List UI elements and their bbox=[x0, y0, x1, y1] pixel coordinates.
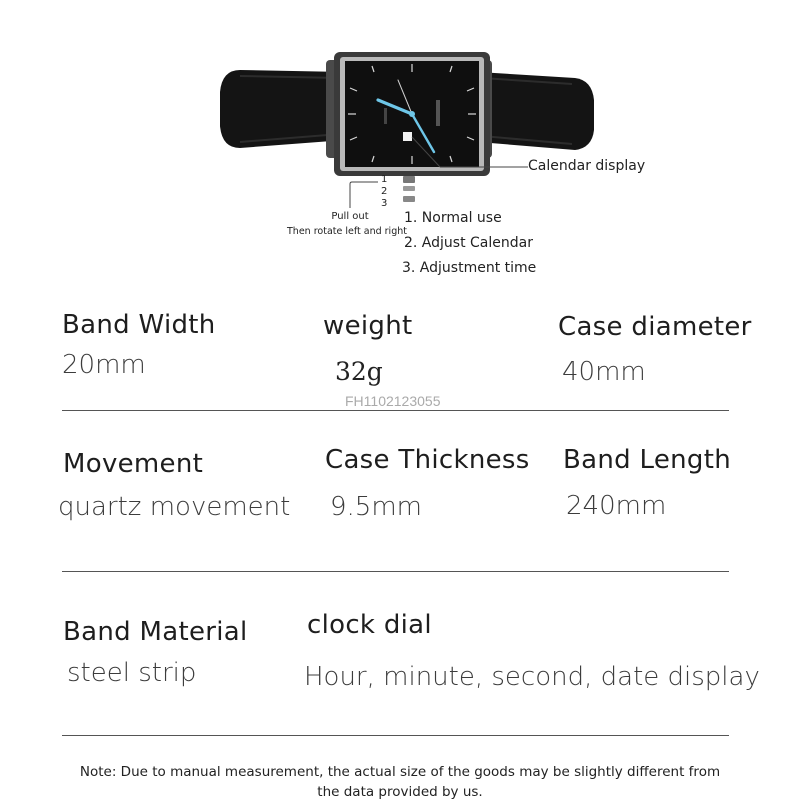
divider bbox=[62, 410, 729, 411]
case-thickness-label: Case Thickness bbox=[325, 445, 530, 475]
weight-value: 32g bbox=[335, 357, 383, 386]
crown-step-adjust-calendar: 2. Adjust Calendar bbox=[404, 235, 533, 251]
movement-label: Movement bbox=[63, 449, 204, 479]
watch-image bbox=[0, 0, 800, 290]
crown-position-1: 1 bbox=[381, 174, 388, 185]
note-line-1: Note: Due to manual measurement, the actual size of the goods may be slightly different from bbox=[79, 764, 721, 780]
case-diameter-label: Case diameter bbox=[558, 312, 752, 342]
right-strap bbox=[478, 72, 594, 150]
divider bbox=[62, 571, 729, 572]
band-material-value: steel strip bbox=[67, 658, 197, 688]
calendar-display-label: Calendar display bbox=[528, 158, 646, 174]
band-material-label: Band Material bbox=[63, 617, 248, 647]
watch-illustration bbox=[0, 0, 800, 290]
clock-dial-value: Hour, minute, second, date display bbox=[304, 662, 760, 692]
pull-out-label: Pull out bbox=[331, 211, 369, 222]
band-length-label: Band Length bbox=[563, 445, 731, 475]
divider bbox=[62, 735, 729, 736]
band-width-value: 20mm bbox=[62, 350, 146, 380]
band-length-value: 240mm bbox=[566, 491, 667, 521]
watermark-code: FH1102123055 bbox=[345, 393, 441, 409]
crown-step-normal-use: 1. Normal use bbox=[404, 210, 502, 226]
crown-step-adjust-time: 3. Adjustment time bbox=[402, 260, 537, 276]
measurement-note bbox=[0, 762, 800, 802]
date-window bbox=[403, 132, 412, 141]
crown bbox=[403, 176, 415, 183]
weight-label: weight bbox=[323, 311, 413, 341]
clock-dial-label: clock dial bbox=[307, 610, 432, 640]
rotate-instruction: Then rotate left and right bbox=[287, 226, 407, 237]
case-diameter-value: 40mm bbox=[562, 357, 646, 387]
movement-value: quartz movement bbox=[58, 492, 291, 522]
crown-position-2: 2 bbox=[381, 186, 388, 197]
case-thickness-value: 9.5mm bbox=[330, 492, 423, 522]
note-line-2: the data provided by us. bbox=[317, 784, 483, 800]
crown-position-3: 3 bbox=[381, 198, 388, 209]
band-width-label: Band Width bbox=[62, 310, 216, 340]
